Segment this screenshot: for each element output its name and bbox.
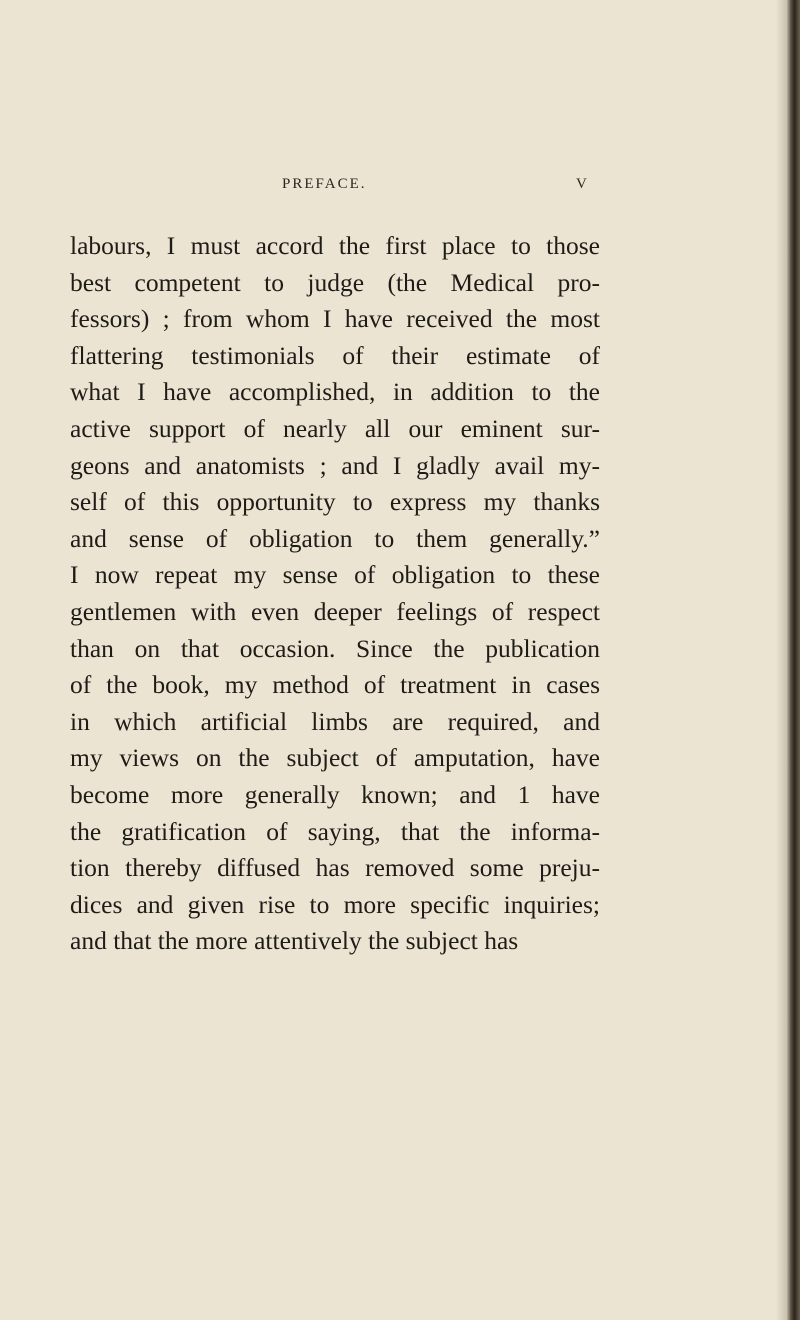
body-text xyxy=(70,228,600,960)
text-line: in which artificial limbs are required, and xyxy=(70,706,600,736)
text-line: self of this opportunity to express my thanks xyxy=(70,487,600,517)
text-line: I now repeat my sense of obligation to these xyxy=(70,560,600,590)
text-line: fessors) ; from whom I have received the most xyxy=(70,304,600,334)
text-line: flattering testimonials of their estimate of xyxy=(70,340,600,370)
text-line: and sense of obligation to them generally.” xyxy=(70,523,600,553)
text-line: than on that occasion. Since the publication xyxy=(70,633,600,663)
text-line: what I have accomplished, in addition to the xyxy=(70,377,600,407)
page-header xyxy=(0,176,800,200)
text-line: become more generally known; and 1 have xyxy=(70,779,600,809)
text-line: best competent to judge (the Medical pro- xyxy=(70,267,600,297)
text-line: my views on the subject of amputation, have xyxy=(70,743,600,773)
text-line: dices and given rise to more specific inquiries; xyxy=(70,889,600,919)
page-number: V xyxy=(576,176,587,192)
text-line: and that the more attentively the subject has xyxy=(70,926,519,956)
text-line: of the book, my method of treatment in cases xyxy=(70,670,600,700)
text-line: labours, I must accord the first place to those xyxy=(70,231,600,260)
text-line: tion thereby diffused has removed some preju- xyxy=(70,853,600,883)
running-head: PREFACE. xyxy=(282,176,367,192)
text-line: the gratification of saying, that the informa- xyxy=(70,816,600,846)
text-line: geons and anatomists ; and I gladly avail my- xyxy=(70,450,600,480)
text-line: gentlemen with even deeper feelings of respect xyxy=(70,596,600,626)
text-line: active support of nearly all our eminent sur- xyxy=(70,413,600,443)
